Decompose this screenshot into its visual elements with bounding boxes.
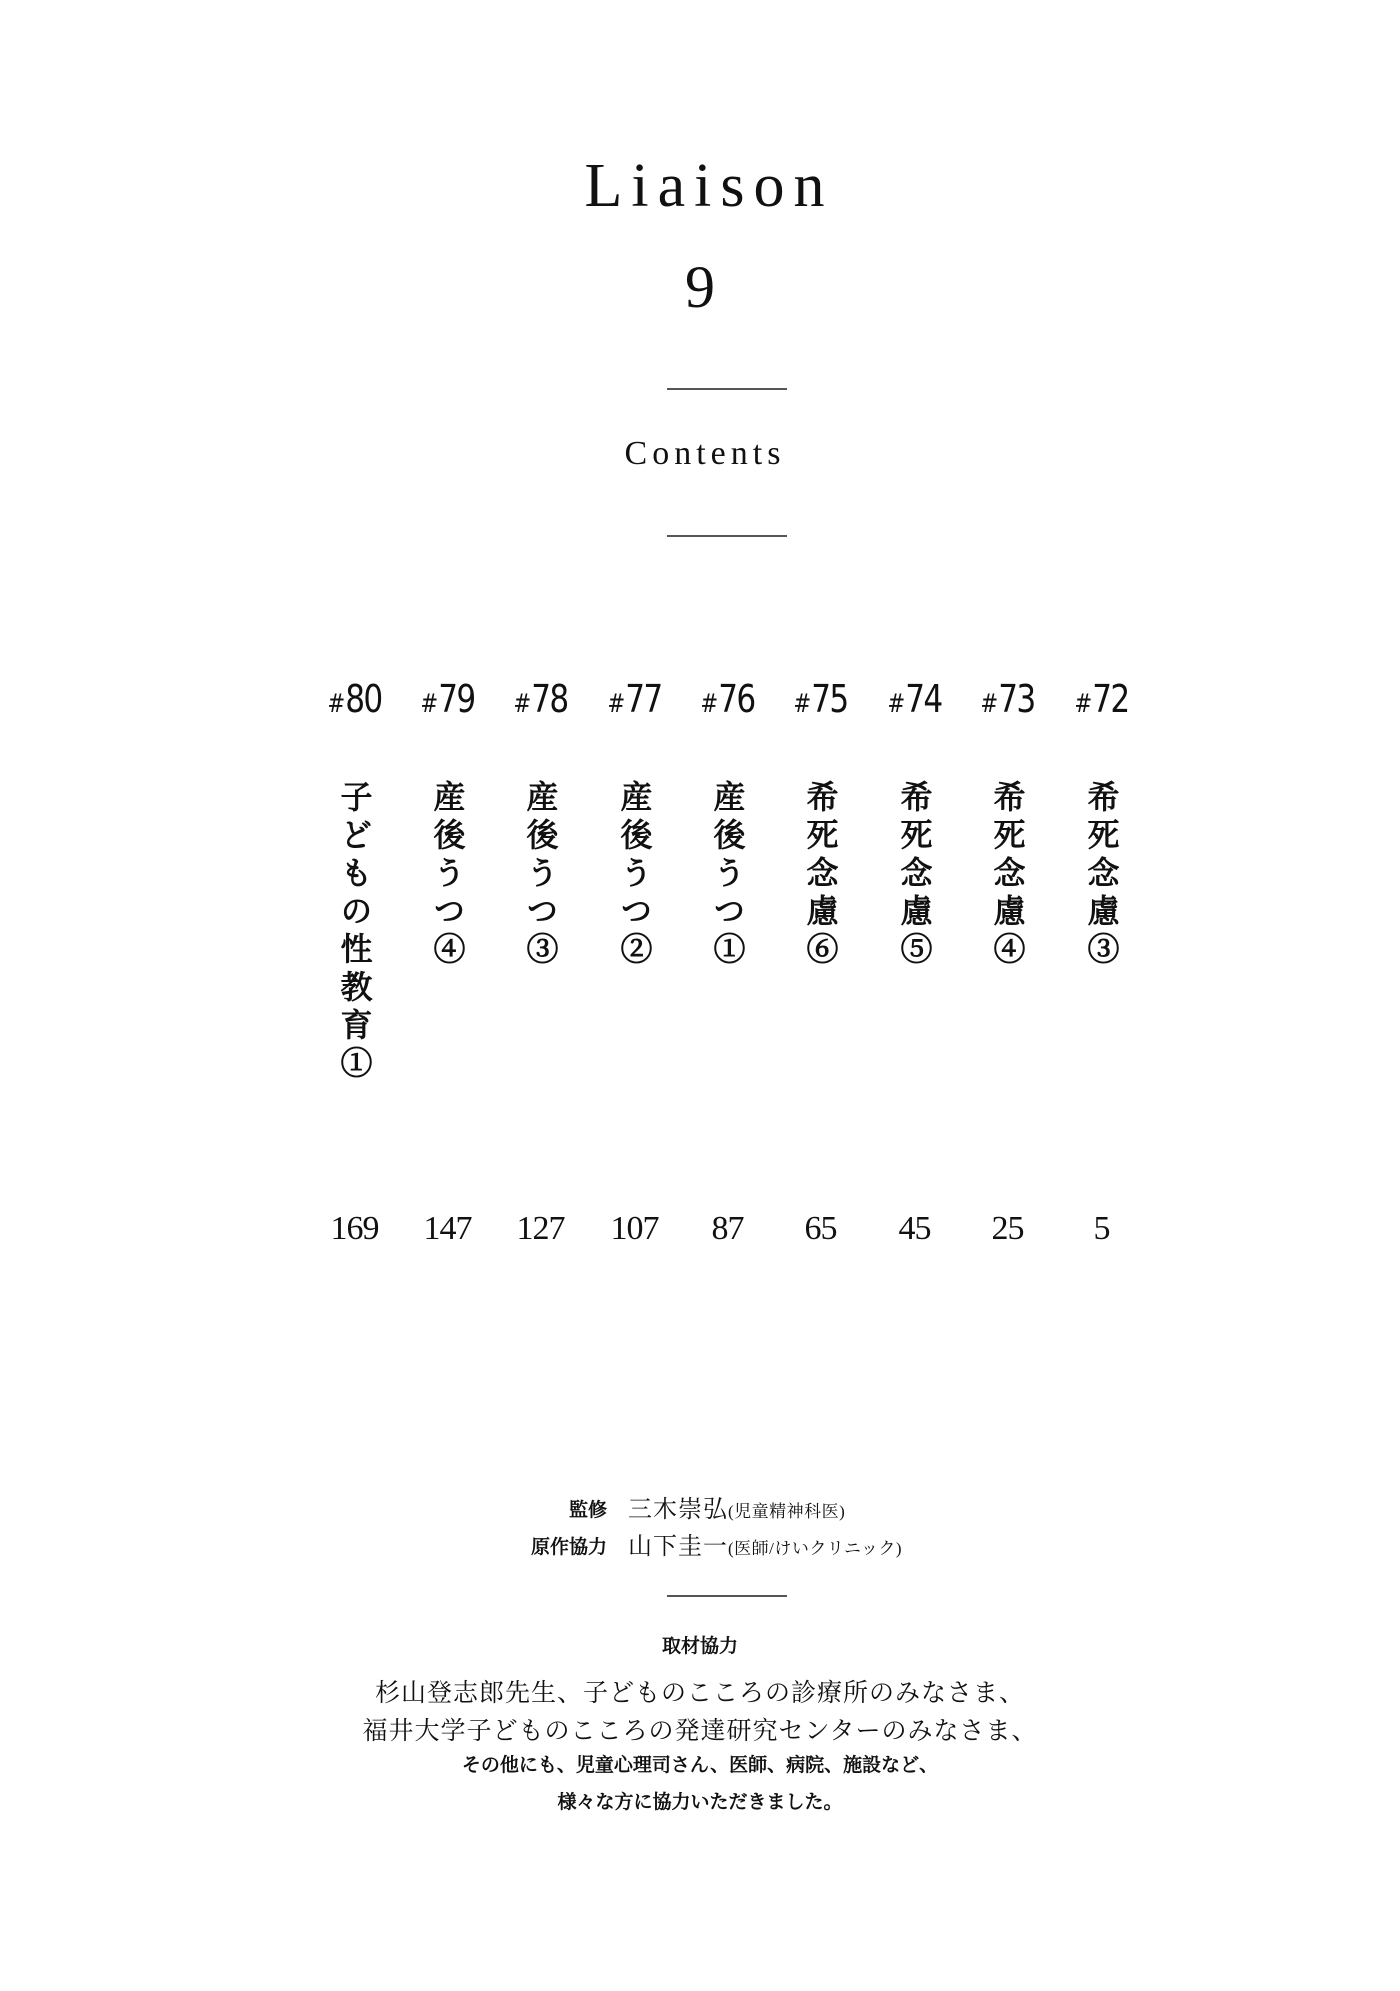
chapter-number: #76: [700, 677, 755, 721]
chapter-title: 希死念慮③: [1082, 780, 1121, 970]
toc-entry-76[interactable]: [681, 676, 774, 1256]
chapter-title: 希死念慮⑤: [895, 780, 934, 970]
credit-value: [628, 1496, 845, 1527]
book-title: Liaison: [584, 152, 834, 220]
cooperation-line: その他にも、児童心理司さん、医師、病院、施設など、: [461, 1754, 939, 1776]
chapter-number: #75: [793, 677, 848, 721]
toc-entry-74[interactable]: [868, 676, 961, 1256]
coverage-cooperation-heading: 取材協力: [661, 1635, 738, 1657]
divider-rule: [667, 1595, 787, 1597]
chapter-title: 産後うつ②: [615, 780, 654, 970]
credit-role: (児童精神科医): [728, 1502, 846, 1521]
credit-name: 山下圭一: [628, 1534, 728, 1560]
chapter-number: #74: [887, 677, 942, 721]
credit-role: (医師/けいクリニック): [728, 1539, 903, 1558]
page-number: 169: [330, 1210, 379, 1247]
divider-rule: [667, 535, 787, 537]
cooperation-line: 様々な方に協力いただきました。: [557, 1791, 843, 1813]
chapter-title: 産後うつ③: [521, 780, 560, 970]
page-number: 147: [423, 1210, 472, 1247]
chapter-title: 子どもの性教育①: [335, 780, 374, 1084]
credit-name: 三木崇弘: [628, 1497, 728, 1523]
chapter-number: #79: [420, 677, 475, 721]
page-number: 25: [991, 1210, 1024, 1247]
chapter-number: #73: [980, 677, 1035, 721]
chapter-title: 産後うつ④: [428, 780, 467, 970]
divider-rule: [667, 388, 787, 390]
page-number: 87: [711, 1210, 744, 1247]
page-number: 107: [610, 1210, 659, 1247]
credit-label: 原作協力: [530, 1536, 607, 1558]
toc-entry-77[interactable]: [588, 676, 681, 1256]
cooperation-line: 杉山登志郎先生、子どものこころの診療所のみなさま、: [374, 1678, 1025, 1707]
toc-entry-78[interactable]: [494, 676, 587, 1256]
chapter-number: #78: [513, 677, 568, 721]
chapter-number: #80: [327, 677, 382, 721]
page-number: 65: [804, 1210, 837, 1247]
page-number: 5: [1093, 1210, 1110, 1247]
credit-value: [628, 1533, 902, 1564]
chapter-title: 希死念慮⑥: [801, 780, 840, 970]
chapter-number: #77: [607, 677, 662, 721]
page-number: 127: [516, 1210, 565, 1247]
contents-heading: Contents: [624, 435, 786, 472]
cooperation-line: 福井大学子どものこころの発達研究センターのみなさま、: [362, 1716, 1038, 1745]
toc-entry-72[interactable]: [1055, 676, 1148, 1256]
credit-supervision: [0, 1496, 1400, 1526]
toc-entry-73[interactable]: [961, 676, 1054, 1256]
chapter-title: 希死念慮④: [988, 780, 1027, 970]
volume-number: 9: [685, 254, 715, 320]
toc-entry-80[interactable]: [308, 676, 401, 1256]
table-of-contents: [308, 676, 1148, 1256]
credit-original-cooperation: [0, 1533, 1400, 1563]
toc-entry-79[interactable]: [401, 676, 494, 1256]
chapter-number: #72: [1074, 677, 1129, 721]
credit-label: 監修: [568, 1499, 607, 1521]
toc-entry-75[interactable]: [774, 676, 867, 1256]
chapter-title: 産後うつ①: [708, 780, 747, 970]
page-number: 45: [898, 1210, 931, 1247]
